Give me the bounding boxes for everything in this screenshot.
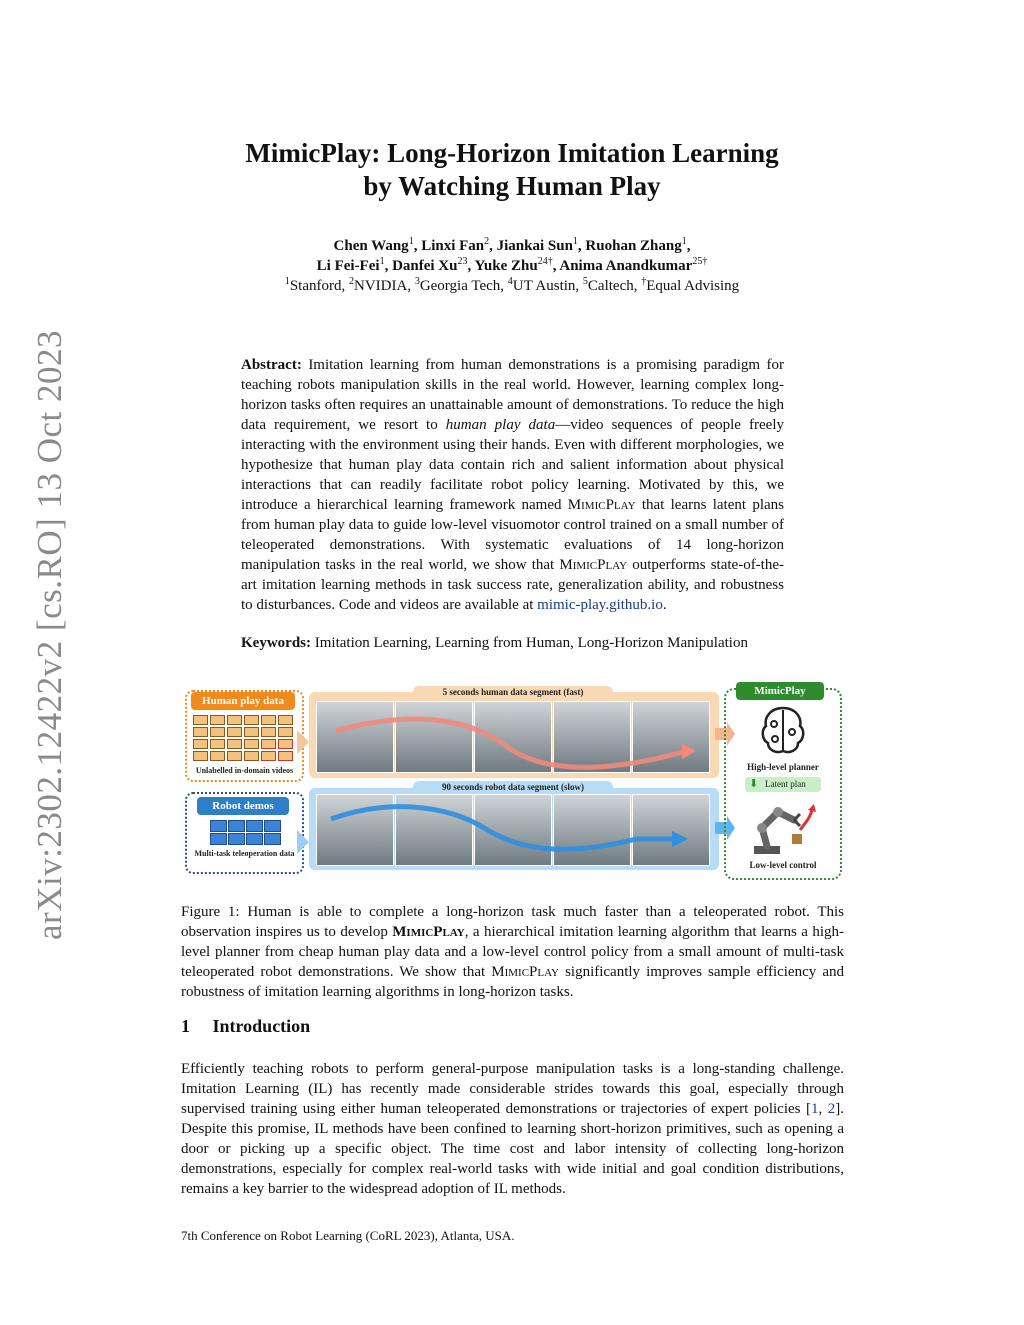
robot-demos-label: Robot demos	[197, 797, 289, 815]
author: Linxi Fan$^2$	[421, 236, 490, 254]
demo-thumbnail	[228, 820, 245, 832]
video-thumbnail	[227, 715, 242, 725]
keywords: Keywords: Imitation Learning, Learning from Human, Long-Horizon Manipulation	[241, 635, 748, 651]
robot-arm-icon	[748, 800, 818, 856]
demo-thumbnail	[246, 820, 263, 832]
unlabelled-videos-label: Unlabelled in-domain videos	[195, 766, 294, 775]
paper-title-line1: MimicPlay: Long-Horizon Imitation Learning	[245, 138, 779, 168]
authors-line1: Chen Wang$^1$, Linxi Fan$^2$, Jiankai Sun$^1$, Ruohan Zhang$^1$,	[333, 236, 691, 254]
section-title: Introduction	[212, 1016, 311, 1036]
video-thumbnail	[278, 715, 293, 725]
demo-thumbnail	[264, 833, 281, 845]
human-segment-label: 5 seconds human data segment (fast)	[413, 686, 613, 699]
demo-thumbnail	[264, 820, 281, 832]
citation-link[interactable]: 2	[827, 1101, 836, 1117]
video-thumbnail	[244, 727, 259, 737]
demo-thumbnail	[210, 833, 227, 845]
multitask-data-label: Multi-task teleoperation data	[194, 849, 295, 858]
video-thumbnail	[278, 739, 293, 749]
author: Danfei Xu$^{23}$	[392, 256, 468, 274]
method-name: MimicPlay	[559, 557, 628, 573]
demo-thumbnail	[228, 833, 245, 845]
video-thumbnail	[261, 751, 276, 761]
mimicplay-label: MimicPlay	[736, 682, 824, 700]
video-thumbnail	[193, 727, 208, 737]
video-thumbnail	[261, 727, 276, 737]
abstract: Abstract: Imitation learning from human demonstrations is a promising paradigm for teaching robots manipulation skills in the real world. However, learning complex long-horizon tasks often requires an unattainable amount of demonstrations. To reduce the high data requirement, we resort to human play data—video sequences of people freely interacting with the environment using their hands. Even with different morphologies, we hypothesize that human play data contain rich and salient information about physical interactions that can readily facilitate robot policy learning. Motivated by this, we introduce a hierarchical learning framework named MimicPlay that learns latent plans from human play data to guide low-level visuomotor control trained on a small number of teleoperated demonstrations. With systematic evaluations of 14 long-horizon manipulation tasks in the real world, we show that MimicPlay outperforms state-of-the-art imitation learning methods in task success rate, generalization ability, and robustness to disturbances. Code and videos are available at mimic-play.github.io.	[241, 357, 785, 613]
abstract-label: Abstract:	[241, 357, 302, 373]
video-thumbnail	[227, 739, 242, 749]
video-thumbnail	[227, 751, 242, 761]
section-number: 1	[181, 1016, 190, 1036]
human-play-label: Human play data	[191, 692, 295, 710]
video-thumbnail	[210, 739, 225, 749]
method-name: MimicPlay	[491, 964, 559, 980]
human-trajectory-arrow	[316, 701, 716, 773]
video-thumbnail	[193, 715, 208, 725]
section-heading	[181, 1016, 310, 1037]
latent-plan-badge: ⬇ Latent plan	[745, 777, 821, 792]
video-thumbnail	[227, 727, 242, 737]
method-name: MimicPlay	[567, 497, 636, 513]
video-thumbnail	[244, 751, 259, 761]
arxiv-identifier: arXiv:2302.12422v2 [cs.RO] 13 Oct 2023	[30, 329, 69, 940]
low-level-control-label: Low-level control	[749, 860, 817, 870]
authors-line2: Li Fei-Fei$^1$, Danfei Xu$^{23}$, Yuke Zhu$^{24\dagger}$, Anima Anandkumar$^{25\dagger}$	[316, 256, 708, 274]
project-link[interactable]: mimic-play.github.io	[537, 597, 663, 613]
video-thumbnail	[210, 727, 225, 737]
paper-title-line2: by Watching Human Play	[363, 171, 661, 201]
robot-segment-label: 90 seconds robot data segment (slow)	[413, 781, 613, 794]
high-level-planner-label: High-level planner	[747, 762, 819, 772]
author: Anima Anandkumar$^{25\dagger}$	[559, 256, 708, 274]
conference-footer: 7th Conference on Robot Learning (CoRL 2023), Atlanta, USA.	[181, 1228, 515, 1243]
figure-caption: Figure 1: Human is able to complete a long-horizon task much faster than a teleoperated robot. This observation inspires us to develop MimicPlay, a hierarchical imitation learning algorithm that learns a high-level planner from cheap human play data and a low-level control policy from a small amount of multi-task teleoperated robot demonstrations. We show that MimicPlay significantly improves sample efficiency and robustness of imitation learning algorithms in long-horizon tasks.	[181, 904, 844, 1000]
author: Jiankai Sun$^1$	[496, 236, 578, 254]
video-thumbnail	[210, 715, 225, 725]
citation-link[interactable]: 1	[811, 1101, 819, 1117]
author: Ruohan Zhang$^1$	[585, 236, 687, 254]
intro-paragraph: Efficiently teaching robots to perform general-purpose manipulation tasks is a long-standing challenge. Imitation Learning (IL) has recently made considerable strides towards this goal, especially through supervised training using either human teleoperated demonstrations or trajectories of expert policies [1, 2]. Despite this promise, IL methods have been confined to learning short-horizon primitives, such as opening a door or picking up a specific object. The time cost and labor intensity of collecting long-horizon demonstrations, especially for complex real-world tasks with wide initial and goal condition distributions, remains a key barrier to the widespread adoption of IL methods.	[181, 1061, 845, 1197]
figure-1	[183, 680, 843, 880]
down-arrow-icon: ⬇	[749, 778, 759, 790]
video-thumbnail	[278, 751, 293, 761]
demo-thumbnail	[210, 820, 227, 832]
method-name: MimicPlay	[392, 924, 465, 940]
author: Li Fei-Fei$^1$	[316, 256, 385, 274]
video-thumbnail	[244, 739, 259, 749]
video-thumbnail	[193, 751, 208, 761]
brain-icon	[758, 704, 808, 758]
video-thumbnail	[244, 715, 259, 725]
author: Chen Wang$^1$	[333, 236, 414, 254]
keywords-label: Keywords:	[241, 635, 311, 651]
robot-trajectory-arrow	[316, 794, 716, 866]
video-thumbnail	[261, 715, 276, 725]
author: Yuke Zhu$^{24\dagger}$	[474, 256, 553, 274]
video-thumbnail	[210, 751, 225, 761]
video-thumbnail	[261, 739, 276, 749]
affiliations: $^1$Stanford, $^2$NVIDIA, $^3$Georgia Tech, $^4$UT Austin, $^5$Caltech, †Equal Advising	[284, 276, 740, 294]
video-thumbnail	[193, 739, 208, 749]
demo-thumbnail	[246, 833, 263, 845]
video-thumbnail	[278, 727, 293, 737]
